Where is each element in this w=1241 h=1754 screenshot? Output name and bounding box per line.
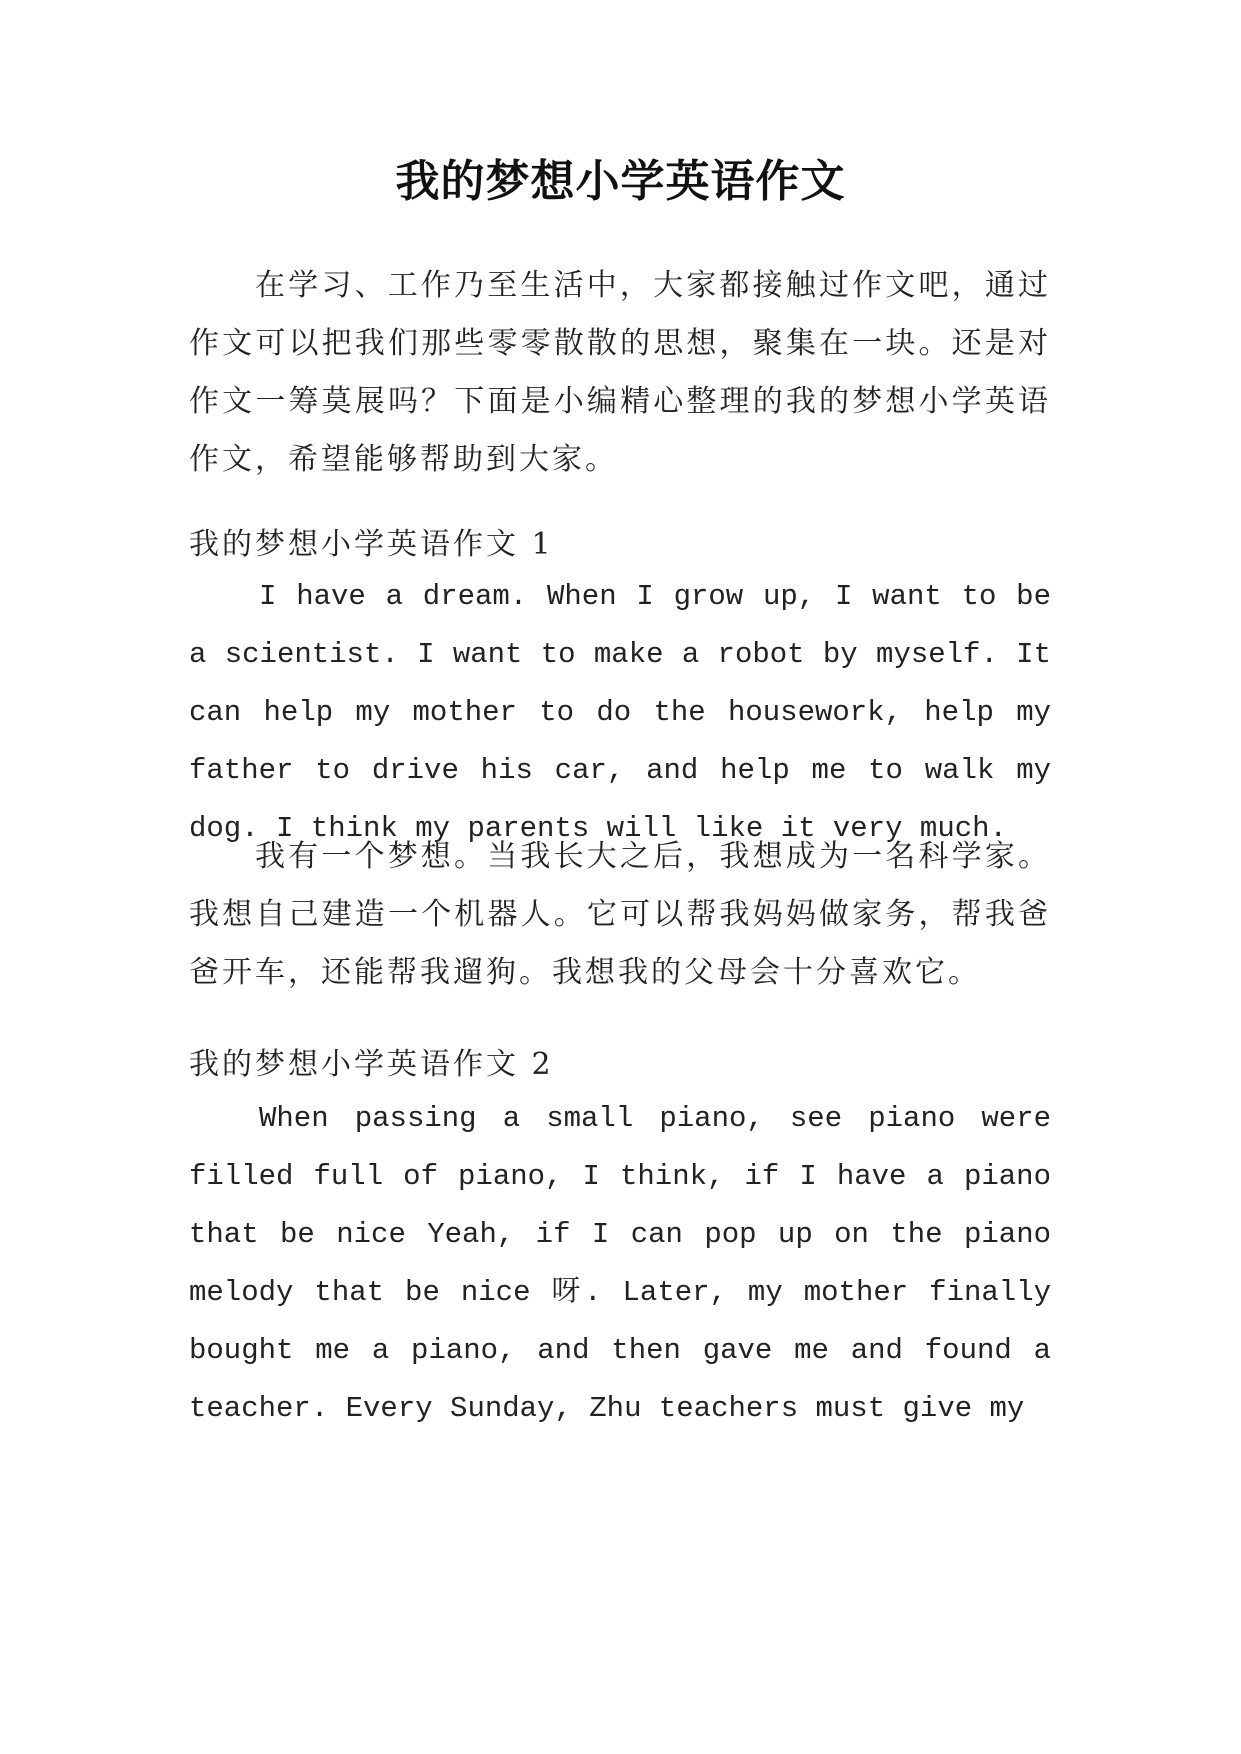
section-1-english-paragraph bbox=[189, 568, 1051, 858]
document-title: 我的梦想小学英语作文 bbox=[395, 156, 846, 207]
section-2-english-text: When passing a small piano, see piano were filled full of piano, I think, if I have a piano that be nice Yeah, if I can pop up on the piano melody that be nice 呀. Later, my mother finally bought me a piano, and then gave me and found a teacher. Every Sunday, Zhu teachers must give my bbox=[189, 1102, 1051, 1425]
section-1-heading: 我的梦想小学英语作文 1 bbox=[189, 527, 554, 562]
section-2-heading: 我的梦想小学英语作文 2 bbox=[189, 1047, 554, 1082]
section-1-chinese-paragraph bbox=[189, 828, 1051, 1002]
section-1-english-text: I have a dream. When I grow up, I want to be a scientist. I want to make a robot by myself. It can help my mother to do the housework, help my father to drive his car, and help me to walk my dog. I think my parents will like it very much. bbox=[189, 580, 1051, 845]
section-2-english-paragraph bbox=[189, 1090, 1051, 1438]
section-1-chinese-text: 我有一个梦想。当我长大之后，我想成为一名科学家。我想自己建造一个机器人。它可以帮我妈妈做家务，帮我爸爸开车，还能帮我遛狗。我想我的父母会十分喜欢它。 bbox=[189, 839, 1051, 990]
intro-paragraph bbox=[189, 257, 1051, 489]
intro-text: 在学习、工作乃至生活中，大家都接触过作文吧，通过作文可以把我们那些零零散散的思想，聚集在一块。还是对作文一筹莫展吗？下面是小编精心整理的我的梦想小学英语作文，希望能够帮助到大家。 bbox=[189, 268, 1051, 477]
